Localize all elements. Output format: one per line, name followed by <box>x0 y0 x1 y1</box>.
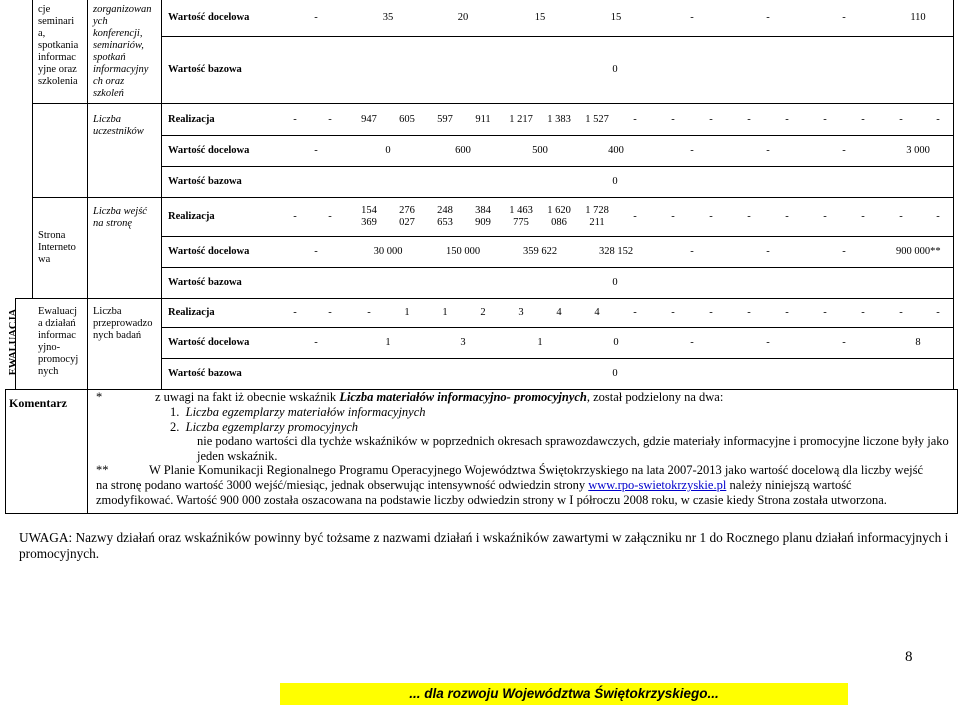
realization-cell: - <box>633 307 637 318</box>
realization-cell: - <box>367 307 371 318</box>
row-label-realization: Realizacja <box>168 114 215 125</box>
comment-paragraph: jeden wskaźnik. <box>197 449 278 463</box>
base-value: 0 <box>612 176 618 187</box>
realization-cell: - <box>747 211 751 222</box>
indicator-cell: Liczba wejść na stronę <box>93 206 147 229</box>
target-cell: 400 <box>608 145 624 156</box>
comment-paragraph: W Planie Komunikacji Regionalnego Programu Operacyjnego Województwa Świętokrzyskiego na lata 2007-2013 jako wartość docelową dla liczby wejść <box>149 463 924 477</box>
target-cell: 1 <box>385 337 391 348</box>
realization-cell: - <box>899 211 903 222</box>
realization-cell: - <box>633 114 637 125</box>
row-label-base: Wartość bazowa <box>168 64 242 75</box>
realization-cell: 384 909 <box>475 205 491 228</box>
realization-cell: 605 <box>399 114 415 125</box>
target-cell: - <box>314 145 318 156</box>
target-cell: - <box>690 145 694 156</box>
target-cell: 110 <box>910 12 926 23</box>
realization-cell: - <box>293 211 297 222</box>
comment-star: * <box>96 390 103 404</box>
target-cell: 3 <box>460 337 466 348</box>
row-label-target: Wartość docelowa <box>168 12 250 23</box>
row-label-target: Wartość docelowa <box>168 337 250 348</box>
realization-cell: 1 217 <box>509 114 533 125</box>
realization-cell: 947 <box>361 114 377 125</box>
realization-cell: - <box>823 114 827 125</box>
target-cell: 900 000** <box>896 246 941 257</box>
realization-cell: 1 728 211 <box>585 205 609 228</box>
realization-cell: 276 027 <box>399 205 415 228</box>
realization-cell: - <box>936 211 940 222</box>
activity-cell: Strona Interneto wa <box>38 230 76 265</box>
realization-cell: - <box>785 211 789 222</box>
target-cell: 0 <box>613 337 619 348</box>
target-cell: 328 152 <box>598 246 634 257</box>
comment-paragraph: nie podano wartości dla tychże wskaźników w poprzednich okresach sprawozdawczych, gdzie materiały informacyjne i promocyjne liczone były jako <box>197 434 949 448</box>
activity-cell: Ewaluacj a działań informac yjno- promocyj nych <box>38 306 79 377</box>
target-cell: 150 000 <box>445 246 481 257</box>
realization-cell: 1 620 086 <box>547 205 571 228</box>
realization-cell: - <box>823 307 827 318</box>
base-value: 0 <box>612 368 618 379</box>
realization-cell: 154 369 <box>361 205 377 228</box>
realization-cell: 911 <box>475 114 491 125</box>
realization-cell: - <box>861 211 865 222</box>
comment-paragraph: zmodyfikować. Wartość 900 000 została oszacowana na podstawie liczby odwiedzin strony w I półroczu 2008 roku, w czasie kiedy Strona została utworzona. <box>96 493 887 507</box>
realization-cell: - <box>747 307 751 318</box>
target-cell: - <box>842 337 846 348</box>
target-cell: 35 <box>382 12 394 23</box>
realization-cell: - <box>709 307 713 318</box>
target-cell: 500 <box>532 145 548 156</box>
realization-cell: 1 527 <box>585 114 609 125</box>
realization-cell: - <box>671 211 675 222</box>
realization-cell: - <box>671 307 675 318</box>
comment-paragraph: na stronę podano wartość 3000 wejść/miesiąc, jednak obserwując intensywność odwiedzin strony www.rpo-swietokrzyskie.pl należy niniejszą wartość <box>96 478 852 492</box>
footer-slogan: ... dla rozwoju Województwa Świętokrzyskiego... <box>409 686 719 701</box>
realization-cell: 597 <box>437 114 453 125</box>
target-cell: - <box>842 145 846 156</box>
target-cell: - <box>766 145 770 156</box>
realization-cell: - <box>785 307 789 318</box>
comment-label: Komentarz <box>9 396 67 410</box>
target-cell: 8 <box>915 337 921 348</box>
realization-cell: 3 <box>518 307 524 318</box>
realization-cell: 1 383 <box>547 114 571 125</box>
base-value: 0 <box>612 64 618 75</box>
target-cell: - <box>314 12 318 23</box>
comment-star: ** <box>96 463 109 477</box>
target-cell: - <box>690 12 694 23</box>
target-cell: - <box>766 246 770 257</box>
realization-cell: - <box>899 307 903 318</box>
target-cell: - <box>766 337 770 348</box>
row-label-target: Wartość docelowa <box>168 145 250 156</box>
realization-cell: - <box>861 307 865 318</box>
target-cell: - <box>842 12 846 23</box>
website-link[interactable]: www.rpo-swietokrzyskie.pl <box>588 478 727 492</box>
side-label-ewaluacja: EWALUACJA <box>8 308 19 376</box>
row-label-base: Wartość bazowa <box>168 368 242 379</box>
activity-cell: cje seminari a, spotkania informac yjne oraz szkolenia <box>38 4 79 87</box>
realization-cell: - <box>823 211 827 222</box>
realization-cell: - <box>293 114 297 125</box>
target-cell: - <box>314 337 318 348</box>
base-value: 0 <box>612 277 618 288</box>
indicator-cell: Liczba przeprowadzo nych badań <box>93 306 153 341</box>
page-number: 8 <box>905 649 913 665</box>
realization-cell: 1 463 775 <box>509 205 533 228</box>
realization-cell: - <box>328 114 332 125</box>
row-label-base: Wartość bazowa <box>168 176 242 187</box>
target-cell: 359 622 <box>522 246 558 257</box>
row-label-base: Wartość bazowa <box>168 277 242 288</box>
realization-cell: - <box>293 307 297 318</box>
realization-cell: - <box>709 211 713 222</box>
target-cell: - <box>690 246 694 257</box>
note-text: UWAGA: Nazwy działań oraz wskaźników powinny być tożsame z nazwami działań i wskaźników zawartymi w załączniku nr 1 do Rocznego planu działań informacyjnych i promocyjnych. <box>19 530 949 561</box>
target-cell: 0 <box>385 145 391 156</box>
realization-cell: - <box>328 307 332 318</box>
realization-cell: - <box>936 114 940 125</box>
realization-cell: 4 <box>594 307 600 318</box>
realization-cell: - <box>671 114 675 125</box>
target-cell: - <box>690 337 694 348</box>
target-cell: - <box>766 12 770 23</box>
realization-cell: - <box>861 114 865 125</box>
realization-cell: 1 <box>404 307 410 318</box>
row-label-realization: Realizacja <box>168 211 215 222</box>
target-cell: 15 <box>534 12 546 23</box>
row-label-realization: Realizacja <box>168 307 215 318</box>
target-cell: 15 <box>610 12 622 23</box>
indicator-cell: zorganizowan ych konferencji, seminariów, spotkań informacyjny ch oraz szkoleń <box>93 4 152 99</box>
realization-cell: - <box>328 211 332 222</box>
target-cell: 20 <box>457 12 469 23</box>
realization-cell: 4 <box>556 307 562 318</box>
realization-cell: - <box>936 307 940 318</box>
target-cell: 3 000 <box>906 145 930 156</box>
realization-cell: - <box>633 211 637 222</box>
target-cell: 600 <box>455 145 471 156</box>
comment-list-item: 1. Liczba egzemplarzy materiałów informacyjnych <box>170 405 426 419</box>
realization-cell: 2 <box>480 307 486 318</box>
comment-paragraph: z uwagi na fakt iż obecnie wskaźnik Liczba materiałów informacyjno- promocyjnych, został podzielony na dwa: <box>155 390 724 404</box>
indicator-cell: Liczba uczestników <box>93 114 144 137</box>
realization-cell: 248 653 <box>437 205 453 228</box>
realization-cell: - <box>747 114 751 125</box>
target-cell: 30 000 <box>373 246 403 257</box>
comment-list-item: 2. Liczba egzemplarzy promocyjnych <box>170 420 359 434</box>
target-cell: 1 <box>537 337 543 348</box>
realization-cell: - <box>899 114 903 125</box>
target-cell: - <box>314 246 318 257</box>
realization-cell: 1 <box>442 307 448 318</box>
realization-cell: - <box>709 114 713 125</box>
target-cell: - <box>842 246 846 257</box>
row-label-target: Wartość docelowa <box>168 246 250 257</box>
realization-cell: - <box>785 114 789 125</box>
